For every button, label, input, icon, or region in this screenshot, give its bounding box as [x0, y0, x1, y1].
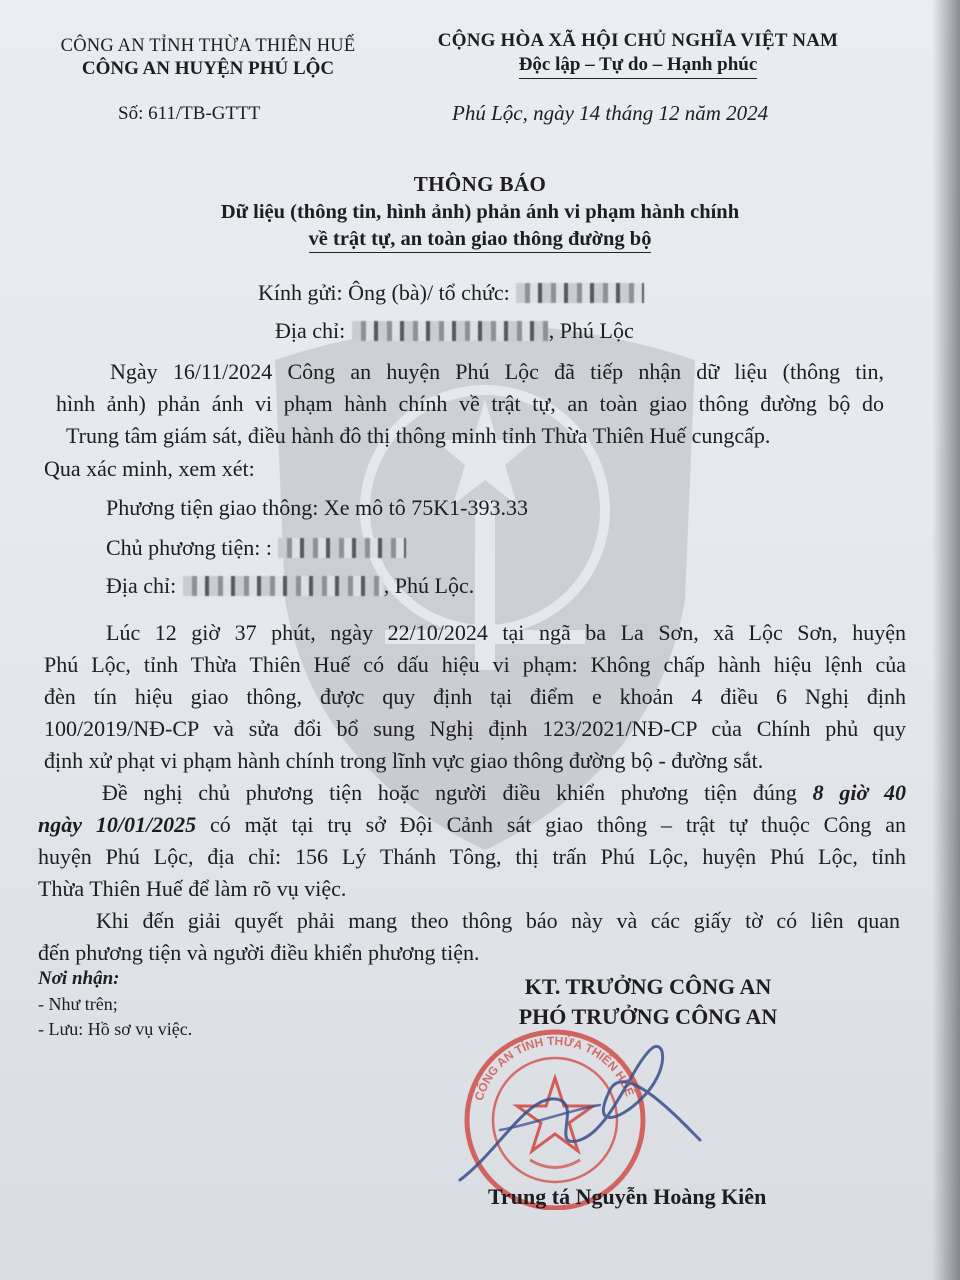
paragraph-receipt: Ngày 16/11/2024 Công an huyện Phú Lộc đã tiếp nhận dữ liệu (thông tin, hình ảnh) phản ánh vi phạm hành chính về trật tự, an toàn giao thông đường bộ do Trung tâm giám sát, điều hành đô thị thông minh tỉnh Thừa Thiên Huế cungcấp. — [56, 359, 884, 448]
nation-name: CỘNG HÒA XÃ HỘI CHỦ NGHĨA VIỆT NAM — [437, 30, 839, 51]
page-edge-shadow — [932, 0, 960, 1280]
recipient-item: - Lưu: Hồ sơ vụ việc. — [38, 1019, 193, 1039]
owner-line — [106, 535, 407, 561]
signer-name: Trung tá Nguyễn Hoàng Kiên — [488, 1184, 767, 1209]
parent-agency: CÔNG AN TỈNH THỪA THIÊN HUẾ — [60, 36, 356, 56]
svg-text:CÔNG AN TỈNH THỪA THIÊN HUẾ: CÔNG AN TỈNH THỪA THIÊN HUẾ — [471, 1033, 637, 1103]
address-label: Địa chỉ: — [275, 318, 346, 343]
verification-heading: Qua xác minh, xem xét: — [44, 456, 255, 481]
paragraph-summons: Đề nghị chủ phương tiện hoặc người điều khiển phương tiện đúng 8 giờ 40 ngày 10/01/2025 có mặt tại trụ sở Đội Cảnh sát giao thông – trật tự thuộc Công an huyện Phú Lộc, địa chỉ: 156 Lý Thánh Tông, thị trấn Phú Lộc, huyện Phú Lộc, tỉnh Thừa Thiên Huế để làm rõ vụ việc. — [38, 780, 906, 901]
recipients-list — [38, 968, 192, 1040]
national-header — [398, 30, 878, 79]
document-number: Số: 611/TB-GTTT — [118, 103, 261, 124]
national-motto: Độc lập – Tự do – Hạnh phúc — [519, 54, 758, 79]
place-and-date: Phú Lộc, ngày 14 tháng 12 năm 2024 — [452, 101, 769, 125]
recipient-line — [258, 280, 645, 306]
recipient-address-line — [275, 318, 634, 344]
appointment-date: ngày 10/01/2025 — [38, 812, 197, 837]
recipient-label: Kính gửi: Ông (bà)/ tổ chức: — [258, 280, 510, 305]
title-sub-2: về trật tự, an toàn giao thông đường bộ — [100, 228, 860, 253]
redacted-owner-address — [183, 576, 383, 596]
redacted-owner-name — [278, 538, 406, 558]
owner-address-suffix: , Phú Lộc. — [383, 573, 475, 598]
title-main: THÔNG BÁO — [413, 172, 547, 196]
title-sub-1: Dữ liệu (thông tin, hình ảnh) phản ánh vi phạm hành chính — [220, 201, 740, 223]
redacted-recipient-name — [516, 283, 644, 303]
recipient-item: - Như trên; — [38, 994, 118, 1014]
sign-title-1: KT. TRƯỞNG CÔNG AN — [524, 974, 772, 999]
issuing-agency-header — [28, 36, 388, 80]
vehicle-line: Phương tiện giao thông: Xe mô tô 75K1-393.33 — [106, 495, 528, 520]
owner-address-line — [106, 573, 474, 599]
agency-name: CÔNG AN HUYỆN PHÚ LỘC — [81, 58, 335, 79]
handwritten-signature — [440, 1030, 720, 1200]
owner-label: Chủ phương tiện: : — [106, 535, 272, 560]
appointment-time: 8 giờ 40 — [812, 780, 906, 805]
paragraph-documents: Khi đến giải quyết phải mang theo thông báo này và các giấy tờ có liên quan đến phương tiện và người điều khiển phương tiện. — [38, 908, 900, 965]
redacted-address — [352, 321, 548, 341]
owner-address-label: Địa chỉ: — [106, 573, 177, 598]
recipients-heading: Nơi nhận: — [38, 968, 120, 989]
document-title — [100, 172, 860, 253]
address-suffix: , Phú Lộc — [548, 318, 634, 343]
sign-title-2: PHÓ TRƯỞNG CÔNG AN — [518, 1004, 778, 1029]
paragraph-violation: Lúc 12 giờ 37 phút, ngày 22/10/2024 tại ngã ba La Sơn, xã Lộc Sơn, huyện Phú Lộc, tỉnh Thừa Thiên Huế có dấu hiệu vi phạm: Không chấp hành hiệu lệnh của đèn tín hiệu giao thông, được quy định tại điểm e khoản 4 điều 6 Nghị định 100/2019/NĐ-CP và sửa đổi bổ sung Nghị định 123/2021/NĐ-CP của Chính phủ quy định xử phạt vi phạm hành chính trong lĩnh vực giao thông đường bộ - đường sắt. — [44, 620, 906, 773]
